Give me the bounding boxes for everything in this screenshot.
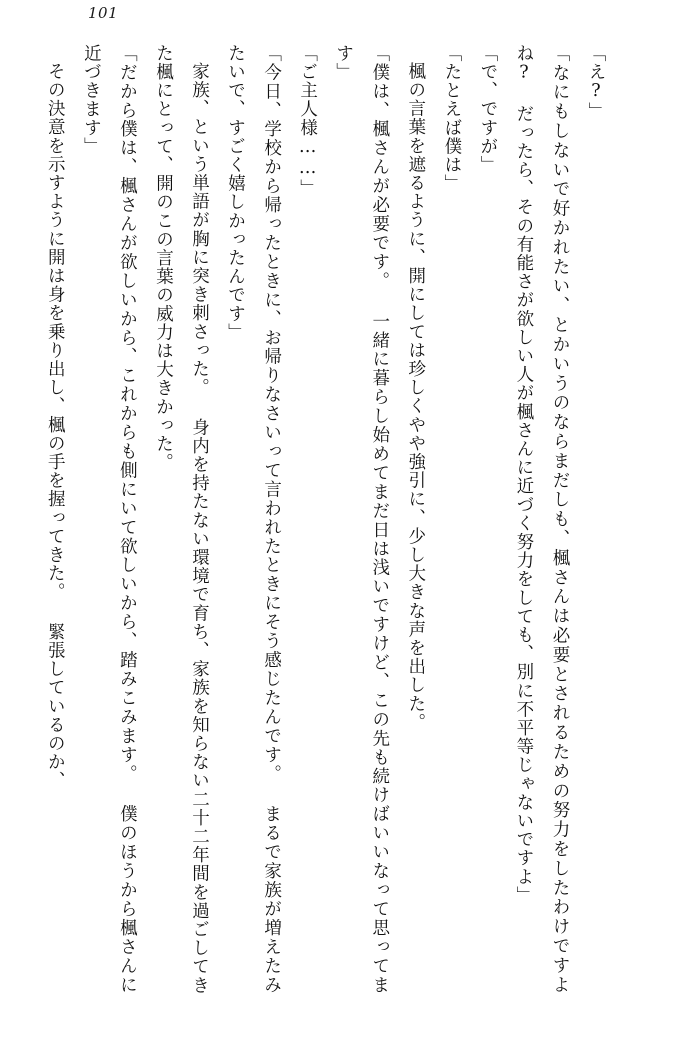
page-body-text	[45, 44, 614, 994]
paragraph: 「で、ですが」	[477, 44, 498, 175]
paragraph: その決意を示すように開は身を乗り出し、楓の手を握ってきた。 緊張しているのか、	[45, 61, 66, 790]
paragraph: 「今日、学校から帰ったときに、お帰りなさいって言われたときにそう感じたんです。 まるで家族が増えたみたいで、すごく嬉しかったんです」	[225, 44, 282, 994]
paragraph: 「ご主人様……」	[297, 44, 318, 198]
paragraph: 「え?」	[586, 44, 606, 121]
paragraph: 「だから僕は、楓さんが欲しいから、これからも側にいて欲しいから、踏みこみます。 僕のほうから楓さんに近づきます」	[81, 44, 138, 994]
paragraph: 「僕は、楓さんが必要です。 一緒に暮らし始めてまだ日は浅いですけど、この先も続けばいいなって思ってます」	[333, 44, 390, 994]
paragraph: 「なにもしないで好かれたい、とかいうのならまだしも、楓さんは必要とされるための努力をしたわけですよね? だったら、その有能さが欲しい人が楓さんに近づく努力をしても、別に不平等じゃないですよ」	[513, 44, 570, 994]
paragraph: 「たとえば僕は」	[441, 44, 462, 193]
paragraph: 家族、という単語が胸に突き刺さった。 身内を持たない環境で育ち、家族を知らない二十二年間を過ごしてきた楓にとって、開のこの言葉の威力は大きかった。	[153, 44, 210, 994]
paragraph: 楓の言葉を遮るように、開にしては珍しくやや強引に、少し大きな声を出した。	[405, 61, 426, 732]
page-number: 101	[88, 4, 119, 22]
